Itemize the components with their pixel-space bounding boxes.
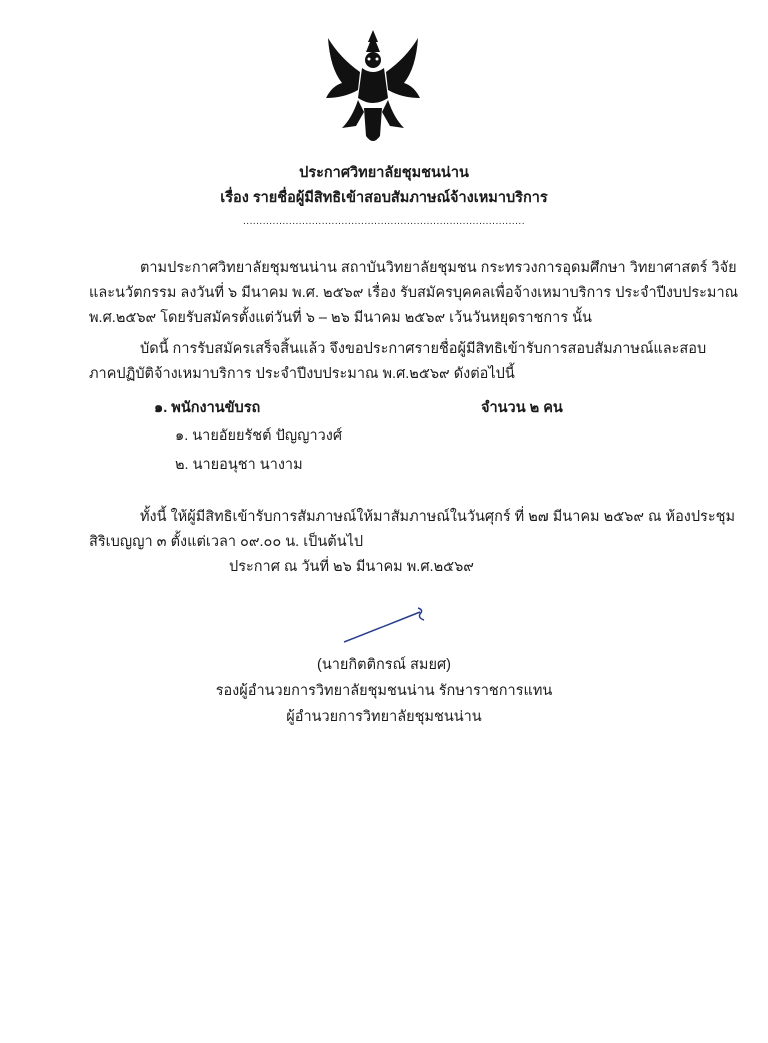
paragraph1-line3: พ.ศ.๒๕๖๙ โดยรับสมัครตั้งแต่วันที่ ๖ – ๒๖ มีนาคม ๒๕๖๙ เว้นวันหยุดราชการ นั้น bbox=[89, 310, 592, 326]
paragraph1-line2: และนวัตกรรม ลงวันที่ ๖ มีนาคม พ.ศ. ๒๕๖๙ เรื่อง รับสมัครบุคคลเพื่อจ้างเหมาบริการ ประจำปีงบประมาณ bbox=[89, 285, 739, 301]
paragraph2-line1: บัดนี้ การรับสมัครเสร็จสิ้นแล้ว จึงขอประกาศรายชื่อผู้มีสิทธิเข้ารับการสอบสัมภาษณ์และสอบ bbox=[140, 341, 707, 357]
garuda-emblem-icon bbox=[322, 28, 424, 148]
document-title: ประกาศวิทยาลัยชุมชนน่าน bbox=[299, 165, 469, 181]
position-count: จำนวน ๒ คน bbox=[481, 400, 563, 416]
document-subject: เรื่อง รายชื่อผู้มีสิทธิเข้าสอบสัมภาษณ์จ้างเหมาบริการ bbox=[220, 190, 548, 206]
candidate-2: ๒. นายอนุชา นางาม bbox=[175, 457, 303, 473]
candidate-1: ๑. นายอัยยรัชต์ ปัญญาวงศ์ bbox=[175, 428, 343, 444]
paragraph3-line1: ทั้งนี้ ให้ผู้มีสิทธิเข้ารับการสัมภาษณ์ให้มาสัมภาษณ์ในวันศุกร์ ที่ ๒๗ มีนาคม ๒๕๖๙ ณ ห้องประชุม bbox=[140, 509, 736, 525]
signer-position-2: ผู้อำนวยการวิทยาลัยชุมชนน่าน bbox=[286, 709, 482, 725]
separator: ...................................................................................... bbox=[243, 216, 525, 227]
paragraph1-line1: ตามประกาศวิทยาลัยชุมชนน่าน สถาบันวิทยาลัยชุมชน กระทรวงการอุดมศึกษา วิทยาศาสตร์ วิจัย bbox=[140, 260, 737, 276]
paragraph2-line2: ภาคปฏิบัติจ้างเหมาบริการ ประจำปีงบประมาณ พ.ศ.๒๕๖๙ ดังต่อไปนี้ bbox=[89, 366, 515, 382]
signer-name: (นายกิตติกรณ์ สมยศ) bbox=[317, 657, 451, 673]
announce-date: ประกาศ ณ วันที่ ๒๖ มีนาคม พ.ศ.๒๕๖๙ bbox=[229, 559, 474, 575]
signer-position-1: รองผู้อำนวยการวิทยาลัยชุมชนน่าน รักษาราชการแทน bbox=[215, 683, 553, 699]
signature-icon bbox=[340, 600, 440, 650]
position-title: ๑. พนักงานขับรถ bbox=[154, 400, 261, 416]
paragraph3-line2: สิริเบญญา ๓ ตั้งแต่เวลา ๐๙.๐๐ น. เป็นต้นไป bbox=[89, 534, 364, 550]
